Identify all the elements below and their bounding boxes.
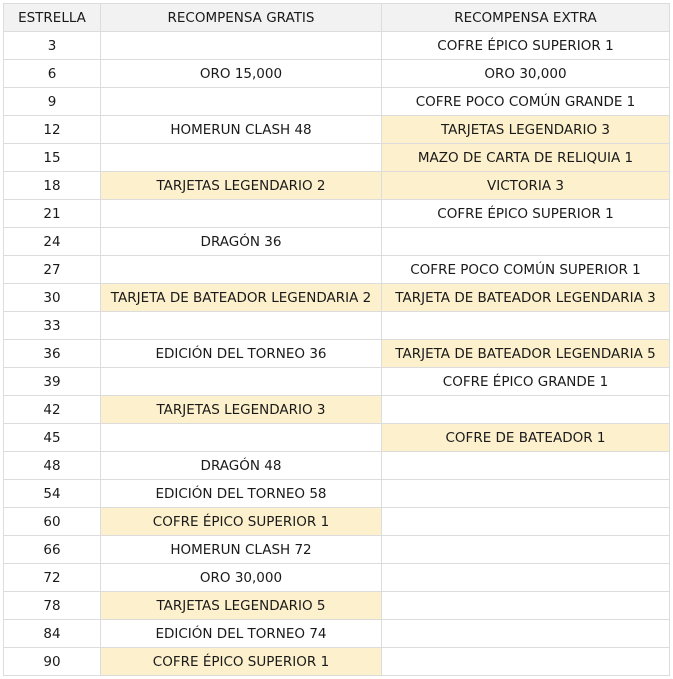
table-row [4, 200, 670, 228]
star-cell: 33 [4, 312, 101, 340]
star-cell: 30 [4, 284, 101, 312]
free-reward-cell [101, 32, 382, 60]
table-row [4, 452, 670, 480]
star-cell: 72 [4, 564, 101, 592]
header-extra-reward: RECOMPENSA EXTRA [382, 4, 670, 32]
free-reward-cell [101, 424, 382, 452]
table-row [4, 116, 670, 144]
star-cell: 18 [4, 172, 101, 200]
star-cell: 15 [4, 144, 101, 172]
free-reward-cell: TARJETAS LEGENDARIO 2 [101, 172, 382, 200]
table-row [4, 172, 670, 200]
extra-reward-cell: MAZO DE CARTA DE RELIQUIA 1 [382, 144, 670, 172]
star-cell: 54 [4, 480, 101, 508]
star-cell: 39 [4, 368, 101, 396]
extra-reward-cell: COFRE ÉPICO GRANDE 1 [382, 368, 670, 396]
star-cell: 24 [4, 228, 101, 256]
free-reward-cell: COFRE ÉPICO SUPERIOR 1 [101, 508, 382, 536]
free-reward-cell: COFRE ÉPICO SUPERIOR 1 [101, 648, 382, 676]
star-cell: 21 [4, 200, 101, 228]
extra-reward-cell: COFRE POCO COMÚN GRANDE 1 [382, 88, 670, 116]
table-row [4, 396, 670, 424]
extra-reward-cell [382, 508, 670, 536]
free-reward-cell [101, 88, 382, 116]
extra-reward-cell: COFRE ÉPICO SUPERIOR 1 [382, 200, 670, 228]
table-row [4, 508, 670, 536]
free-reward-cell: ORO 30,000 [101, 564, 382, 592]
header-free-reward: RECOMPENSA GRATIS [101, 4, 382, 32]
free-reward-cell [101, 200, 382, 228]
star-cell: 3 [4, 32, 101, 60]
star-cell: 78 [4, 592, 101, 620]
free-reward-cell: TARJETAS LEGENDARIO 5 [101, 592, 382, 620]
star-cell: 84 [4, 620, 101, 648]
free-reward-cell: TARJETAS LEGENDARIO 3 [101, 396, 382, 424]
table-row [4, 144, 670, 172]
extra-reward-cell: ORO 30,000 [382, 60, 670, 88]
free-reward-cell: ORO 15,000 [101, 60, 382, 88]
table-body [4, 32, 670, 676]
table-row [4, 536, 670, 564]
star-cell: 60 [4, 508, 101, 536]
extra-reward-cell [382, 648, 670, 676]
table-row [4, 368, 670, 396]
star-cell: 6 [4, 60, 101, 88]
extra-reward-cell: COFRE POCO COMÚN SUPERIOR 1 [382, 256, 670, 284]
table-row [4, 480, 670, 508]
header-row [4, 4, 670, 32]
star-cell: 90 [4, 648, 101, 676]
table-row [4, 60, 670, 88]
free-reward-cell: HOMERUN CLASH 72 [101, 536, 382, 564]
table-row [4, 564, 670, 592]
table-row [4, 340, 670, 368]
header-star: ESTRELLA [4, 4, 101, 32]
extra-reward-cell: COFRE ÉPICO SUPERIOR 1 [382, 32, 670, 60]
star-cell: 12 [4, 116, 101, 144]
extra-reward-cell [382, 536, 670, 564]
table-row [4, 592, 670, 620]
free-reward-cell: HOMERUN CLASH 48 [101, 116, 382, 144]
free-reward-cell: EDICIÓN DEL TORNEO 36 [101, 340, 382, 368]
free-reward-cell [101, 144, 382, 172]
extra-reward-cell [382, 228, 670, 256]
table-row [4, 88, 670, 116]
extra-reward-cell [382, 312, 670, 340]
table-row [4, 256, 670, 284]
star-cell: 66 [4, 536, 101, 564]
extra-reward-cell [382, 480, 670, 508]
free-reward-cell: EDICIÓN DEL TORNEO 58 [101, 480, 382, 508]
table-row [4, 228, 670, 256]
table-row [4, 312, 670, 340]
free-reward-cell [101, 312, 382, 340]
extra-reward-cell: COFRE DE BATEADOR 1 [382, 424, 670, 452]
extra-reward-cell: VICTORIA 3 [382, 172, 670, 200]
table-row [4, 32, 670, 60]
star-cell: 48 [4, 452, 101, 480]
table-row [4, 424, 670, 452]
extra-reward-cell [382, 592, 670, 620]
extra-reward-cell [382, 452, 670, 480]
extra-reward-cell [382, 620, 670, 648]
rewards-table [3, 3, 670, 676]
free-reward-cell: DRAGÓN 48 [101, 452, 382, 480]
table-row [4, 284, 670, 312]
free-reward-cell: TARJETA DE BATEADOR LEGENDARIA 2 [101, 284, 382, 312]
free-reward-cell [101, 368, 382, 396]
extra-reward-cell [382, 564, 670, 592]
extra-reward-cell [382, 396, 670, 424]
extra-reward-cell: TARJETA DE BATEADOR LEGENDARIA 5 [382, 340, 670, 368]
free-reward-cell [101, 256, 382, 284]
star-cell: 45 [4, 424, 101, 452]
table-row [4, 648, 670, 676]
free-reward-cell: EDICIÓN DEL TORNEO 74 [101, 620, 382, 648]
extra-reward-cell: TARJETA DE BATEADOR LEGENDARIA 3 [382, 284, 670, 312]
star-cell: 42 [4, 396, 101, 424]
table-row [4, 620, 670, 648]
table-header [4, 4, 670, 32]
star-cell: 9 [4, 88, 101, 116]
star-cell: 36 [4, 340, 101, 368]
free-reward-cell: DRAGÓN 36 [101, 228, 382, 256]
extra-reward-cell: TARJETAS LEGENDARIO 3 [382, 116, 670, 144]
star-cell: 27 [4, 256, 101, 284]
